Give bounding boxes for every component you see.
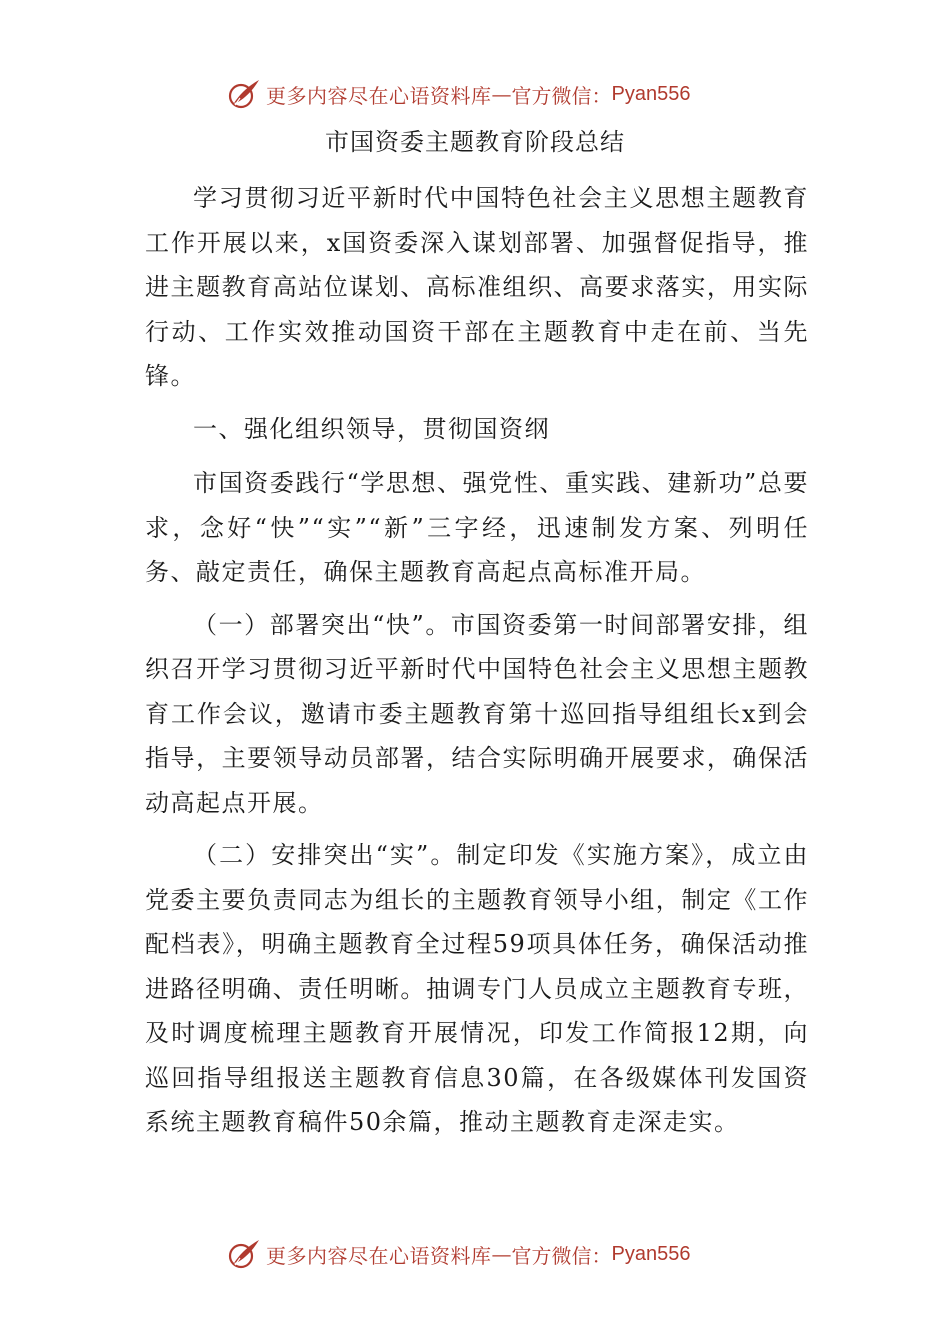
- watermark-brand-text: 更多内容尽在心语资料库: [266, 1243, 492, 1268]
- document-title: 市国资委主题教育阶段总结: [325, 128, 625, 156]
- header-watermark: [226, 74, 690, 114]
- section-heading: 一、强化组织领导，贯彻国资纲: [193, 414, 550, 443]
- watermark-separator: —: [491, 82, 512, 106]
- watermark-brand-text: 更多内容尽在心语资料库: [266, 83, 492, 108]
- watermark-label: 官方微信：: [511, 1243, 612, 1268]
- quill-logo-icon: [226, 1236, 262, 1272]
- watermark-label: 官方微信：: [511, 83, 612, 108]
- section-intro-paragraph: 市国资委践行“学思想、强党性、重实践、建新功”总要求，念好“快”“实”“新”三字经，迅速制发方案、列明任务、敲定责任，确保主题教育高起点高标准开局。: [145, 469, 809, 586]
- subsection-one-paragraph: （一）部署突出“快”。市国资委第一时间部署安排，组织召开学习贯彻习近平新时代中国特色社会主义思想主题教育工作会议，邀请市委主题教育第十巡回指导组组长x到会指导，主要领导动员部署，结合实际明确开展要求，确保活动高起点开展。: [145, 610, 809, 817]
- quill-logo-icon: [226, 76, 262, 112]
- watermark-wechat-id: Pyan556: [611, 82, 691, 105]
- footer-watermark: [226, 1234, 690, 1274]
- document-body: [145, 176, 809, 1153]
- subsection-two-paragraph: （二）安排突出“实”。制定印发《实施方案》，成立由党委主要负责同志为组长的主题教育领导小组，制定《工作配档表》，明确主题教育全过程59项具体任务，确保活动推进路径明确、责任明晰。抽调专门人员成立主题教育专班，及时调度梳理主题教育开展情况，印发工作简报12期，向巡回指导组报送主题教育信息30篇，在各级媒体刊发国资系统主题教育稿件50余篇，推动主题教育走深走实。: [145, 841, 809, 1136]
- watermark-wechat-id: Pyan556: [611, 1242, 691, 1265]
- watermark-separator: —: [491, 1242, 512, 1266]
- intro-paragraph: 学习贯彻习近平新时代中国特色社会主义思想主题教育工作开展以来，x国资委深入谋划部署、加强督促指导，推进主题教育高站位谋划、高标准组织、高要求落实，用实际行动、工作实效推动国资干部在主题教育中走在前、当先锋。: [145, 184, 809, 390]
